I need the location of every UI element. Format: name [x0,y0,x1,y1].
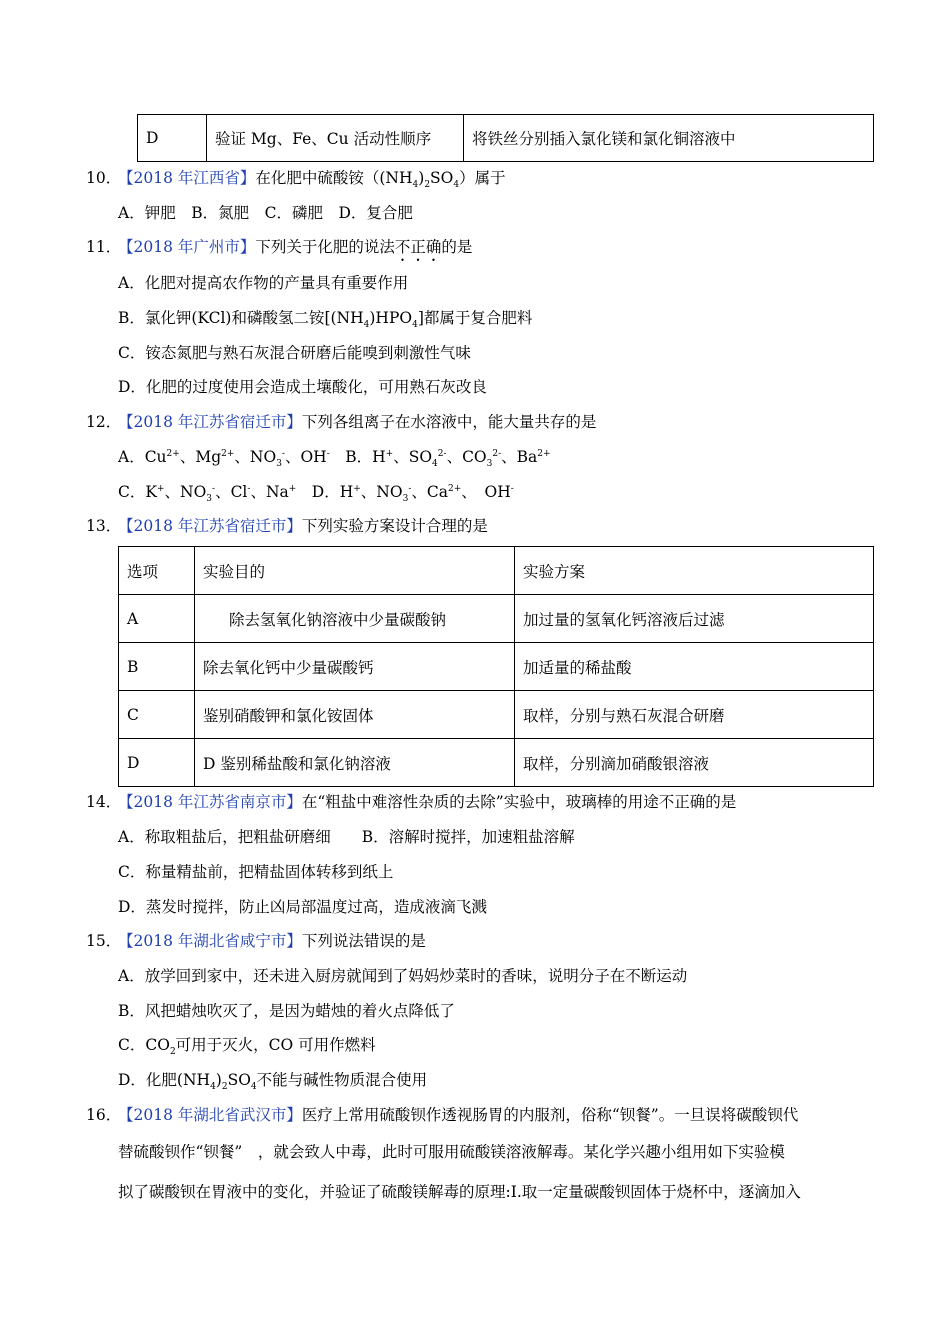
table-header-row [119,547,874,595]
table-cell: A [119,595,195,643]
question-number: 14． [86,793,122,811]
question-number: 10． [86,169,122,187]
header-purpose: 实验目的 [195,547,515,595]
question-stem: 【2018 年江苏省宿迁市】下列实验方案设计合理的是 [118,517,488,535]
question-number: 11． [86,238,122,256]
table-cell-option: D [138,115,207,162]
source-tag: 【2018 年江西省】 [118,169,256,187]
source-tag: 【2018 年江苏省宿迁市】 [118,517,302,535]
option-d: D．化肥$(NH_4)_2SO_4$不能与碱性物质混合使用 [118,1071,428,1093]
table-row [119,595,874,643]
question-stem: 【2018 年湖北省武汉市】医疗上常用硫酸钡作透视肠胃的内服剂，俗称“钡餐”。一旦误将碳酸钡代 [118,1106,799,1124]
top-table [137,114,874,162]
header-option: 选项 [119,547,195,595]
question-options: A．钾肥 B．氮肥 C．磷肥 D．复合肥 [118,204,413,222]
table-cell: D 鉴别稀盐酸和氯化钠溶液 [195,739,515,787]
table-row [138,115,874,162]
question-stem: 【2018 年广州市】下列关于化肥的说法不正确的是 [118,238,473,256]
options-line-1: A．称取粗盐后，把粗盐研磨细 B．溶解时搅拌，加速粗盐溶解 [118,828,575,846]
option-d: D．蒸发时搅拌，防止凶局部温度过高，造成液滴飞溅 [118,898,487,916]
question-number: 16． [86,1106,122,1124]
question-number: 12． [86,413,122,431]
option-c: C．$CO_2$可用于灭火，CO 可用作燃料 [118,1036,376,1058]
question-body-line: 拟了碳酸钡在胃液中的变化，并验证了硫酸镁解毒的原理:I.取一定量碳酸钡固体于烧杯中，逐滴加入 [118,1183,801,1201]
options-line-1: A．$Cu^{2+}$、$Mg^{2+}$、$NO_3^-$、OH- B．H+、$SO_4^{2-}$、$CO_3^{2-}$、$Ba^{2+}$ [118,448,551,470]
question-stem: 【2018 年江苏省南京市】在“粗盐中难溶性杂质的去除”实验中，玻璃棒的用途不正确的是 [118,793,737,811]
table-cell-purpose: 验证 Mg、Fe、Cu 活动性顺序 [207,115,464,162]
option-b: B．风把蜡烛吹灭了，是因为蜡烛的着火点降低了 [118,1002,455,1020]
option-b: B．氯化钾(KCl)和磷酸氢二铵$[(NH_4)HPO_4]$都属于复合肥料 [118,309,533,331]
options-line-2: C．K+、$NO_3^-$、Cl-、Na+ D．H+、$NO_3^-$、$Ca^{2+}$、 OH- [118,483,514,505]
source-tag: 【2018 年湖北省武汉市】 [118,1106,302,1124]
option-c: C．称量精盐前，把精盐固体转移到纸上 [118,863,394,881]
option-a: A．化肥对提高农作物的产量具有重要作用 [118,274,409,292]
experiment-table [118,546,874,787]
source-tag: 【2018 年湖北省咸宁市】 [118,932,302,950]
question-stem: 【2018 年江西省】在化肥中硫酸铵$((NH_4)_2SO_4)$属于 [118,169,506,191]
table-row [119,739,874,787]
question-stem: 【2018 年湖北省咸宁市】下列说法错误的是 [118,932,426,950]
source-tag: 【2018 年江苏省宿迁市】 [118,413,302,431]
option-a: A．放学回到家中，还未进入厨房就闻到了妈妈炒菜时的香味，说明分子在不断运动 [118,967,688,985]
table-cell: 加过量的氢氧化钙溶液后过滤 [515,595,874,643]
table-cell: 除去氧化钙中少量碳酸钙 [195,643,515,691]
question-number: 15． [86,932,122,950]
emphasis-text: 不正确 [394,238,442,256]
option-d: D．化肥的过度使用会造成土壤酸化，可用熟石灰改良 [118,378,487,396]
table-cell: B [119,643,195,691]
table-cell: 取样，分别与熟石灰混合研磨 [515,691,874,739]
option-c: C．铵态氮肥与熟石灰混合研磨后能嗅到刺激性气味 [118,344,471,362]
question-stem: 【2018 年江苏省宿迁市】下列各组离子在水溶液中，能大量共存的是 [118,413,597,431]
table-cell: 鉴别硝酸钾和氯化铵固体 [195,691,515,739]
table-cell-plan: 将铁丝分别插入氯化镁和氯化铜溶液中 [464,115,874,162]
table-row [119,643,874,691]
table-cell: D [119,739,195,787]
table-cell: C [119,691,195,739]
question-body-line: 替硫酸钡作“钡餐” ，就会致人中毒，此时可服用硫酸镁溶液解毒。某化学兴趣小组用如下实验模 [118,1143,785,1161]
table-cell: 除去氢氧化钠溶液中少量碳酸钠 [195,595,515,643]
source-tag: 【2018 年广州市】 [118,238,256,256]
table-row [119,691,874,739]
source-tag: 【2018 年江苏省南京市】 [118,793,302,811]
table-cell: 加适量的稀盐酸 [515,643,874,691]
question-number: 13． [86,517,122,535]
table-cell: 取样，分别滴加硝酸银溶液 [515,739,874,787]
header-plan: 实验方案 [515,547,874,595]
